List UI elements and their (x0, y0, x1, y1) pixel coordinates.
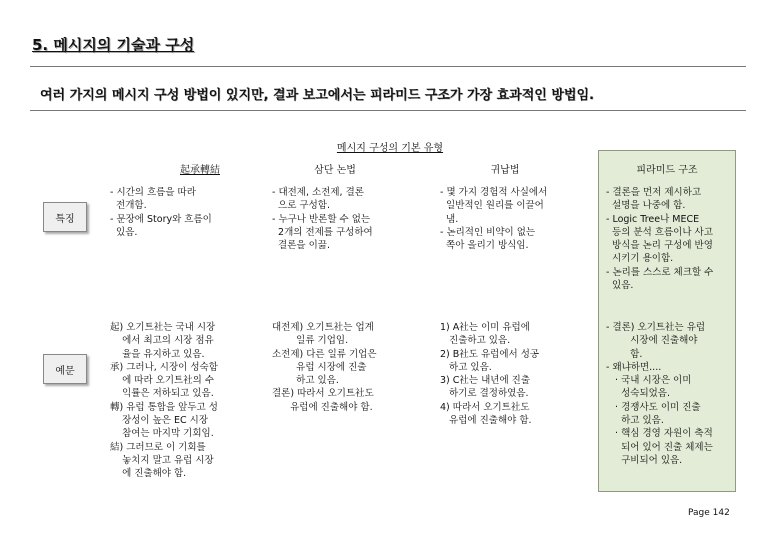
text-line: - 문장에 Story와 흐름이 (110, 213, 212, 225)
text-line: 성숙되었음. (606, 388, 671, 400)
text-line: 익률은 저하되고 있음. (110, 388, 214, 400)
text-line: - 왜냐하면.... (606, 361, 662, 373)
text-line: 1) A社는 이미 유럽에 (440, 322, 530, 333)
column-header-pyramid: 피라미드 구조 (636, 165, 698, 176)
column-header-syllogism: 삼단 논법 (314, 165, 356, 176)
text-line: 함. (606, 348, 643, 360)
text-line: 하고 있음. (272, 375, 339, 387)
text-line: 일반적인 원리를 이끌어 (440, 200, 544, 212)
features-syllogism (272, 186, 373, 252)
text-line: · 경쟁사도 이미 진출 (606, 401, 701, 413)
features-kiseungjeongyeol (110, 186, 212, 239)
text-line: - 시간의 흐름을 따라 (110, 187, 196, 198)
text-line: 3) C社는 내년에 진출 (440, 375, 531, 387)
text-line: 유럽에 진출해야 함. (440, 415, 532, 427)
text-line: 하기로 결정하였음. (440, 388, 529, 400)
text-line: - 몇 가지 경험적 사실에서 (440, 187, 548, 198)
top-rule (30, 66, 746, 67)
text-line: 에서 최고의 시장 점유 (110, 335, 214, 347)
example-syllogism (272, 321, 377, 414)
text-line: 起) 오기트社는 국내 시장 (110, 322, 216, 333)
text-line: 결론) 따라서 오기트社도 (272, 388, 374, 400)
text-line: 하고 있음. (440, 361, 492, 373)
text-line: 結) 그러므로 이 기회를 (110, 441, 206, 453)
text-line: 2) B社도 유럽에서 성공 (440, 348, 540, 360)
text-line: - 대전제, 소전제, 결론 (272, 187, 364, 198)
text-line: 承) 그러나, 시장이 성숙함 (110, 361, 218, 373)
text-line: 소전제) 다른 일류 기업은 (272, 348, 377, 360)
text-line: 등의 분석 흐름이나 사고 (606, 226, 713, 238)
text-line: 장성이 높은 EC 시장 (110, 415, 209, 427)
bottom-rule (30, 110, 746, 111)
page-number: Page 142 (688, 508, 730, 518)
text-line: 에 따라 오기트社의 수 (110, 375, 215, 387)
example-pyramid (606, 321, 713, 467)
text-line: - 누구나 반론할 수 없는 (272, 213, 371, 225)
text-line: 일류 기업임. (272, 335, 349, 347)
text-line: · 국내 시장은 이미 (606, 375, 692, 387)
text-line: 있음. (606, 280, 634, 292)
text-line: 있음. (110, 226, 138, 238)
text-line: 2개의 전제를 구성하여 (272, 226, 373, 238)
section-title-text: 메시지 구성의 기본 유형 (336, 143, 444, 154)
page-title: 5. 메시지의 기술과 구성 (32, 36, 195, 54)
text-line: 쪽아 올리기 방식임. (440, 240, 529, 252)
text-line: 놓치지 말고 유럽 시장 (110, 454, 214, 466)
text-line: 4) 따라서 오기트社도 (440, 401, 530, 413)
text-line: - Logic Tree나 MECE (606, 213, 700, 225)
text-line: 시장에 진출해야 (606, 335, 698, 347)
text-line: 설명을 나중에 함. (606, 200, 686, 212)
text-line: 轉) 유럽 통합을 앞두고 성 (110, 401, 218, 413)
text-line: 방식을 논리 구성에 반영 (606, 240, 713, 252)
text-line: 으로 구성함. (272, 200, 330, 212)
text-line: 율을 유지하고 있음. (110, 348, 205, 360)
text-line: 결론을 이끎. (272, 240, 330, 252)
text-line: - 결론을 먼저 제시하고 (606, 187, 702, 198)
text-line: 진출하고 있음. (440, 335, 511, 347)
text-line: - 논리적인 비약이 없는 (440, 226, 536, 238)
features-induction (440, 186, 547, 252)
text-line: · 핵심 경영 자원이 축적 (606, 428, 713, 440)
example-induction (440, 321, 539, 427)
text-line: 되어 있어 진출 체제는 (606, 441, 713, 453)
summary-statement: 여러 가지의 메시지 구성 방법이 있지만, 결과 보고에서는 피라미드 구조가 가장 효과적인 방법임. (40, 88, 594, 103)
column-header-induction: 귀납법 (490, 165, 520, 176)
text-line: 하고 있음. (606, 415, 664, 427)
example-kiseungjeongyeol (110, 321, 218, 481)
text-line: - 논리를 스스로 체크할 수 (606, 266, 714, 278)
column-header-kiseungjeongyeol: 起承轉結 (180, 165, 220, 176)
text-line: 유럽 시장에 진출 (272, 361, 367, 373)
row-label-features: 특징 (43, 202, 87, 232)
text-line: 시키기 용이함. (606, 253, 674, 265)
text-line: 냄. (440, 213, 459, 225)
text-line: 전개함. (110, 200, 147, 212)
text-line: 유럽에 진출해야 함. (272, 401, 373, 413)
text-line: 에 진출해야 함. (110, 468, 187, 480)
text-line: 구비되어 있음. (606, 454, 683, 466)
features-pyramid (606, 186, 713, 292)
text-line: 대전제) 오기트社는 업계 (272, 322, 374, 333)
text-line: 참여는 마지막 기회임. (110, 428, 214, 440)
row-label-examples: 예문 (43, 354, 87, 384)
text-line: - 결론) 오기트社는 유럽 (606, 322, 706, 333)
